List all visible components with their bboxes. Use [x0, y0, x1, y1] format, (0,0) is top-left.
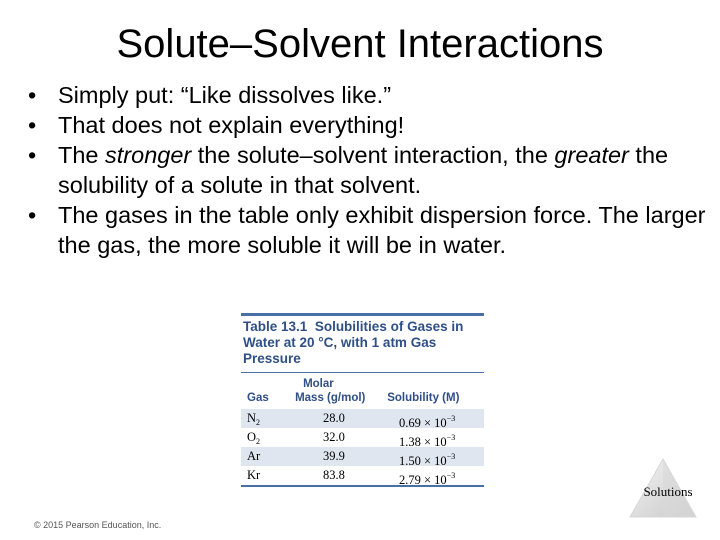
- bullet-dot: •: [28, 82, 37, 108]
- cell-molar-mass: 83.8: [323, 468, 345, 482]
- table-row: [241, 466, 484, 485]
- bullet-text-run: The: [58, 142, 106, 168]
- bullet-item: [28, 80, 708, 110]
- gas-symbol: N: [247, 411, 257, 425]
- table-row: [241, 409, 484, 428]
- bullet-text: [58, 110, 708, 140]
- gas-symbol: Kr: [247, 468, 261, 482]
- table-header-row: [241, 372, 484, 409]
- table-row: [241, 428, 484, 447]
- solubility-exponent: −3: [446, 452, 456, 461]
- gas-symbol: O: [247, 430, 257, 444]
- cell-solubility: [389, 429, 456, 449]
- bullet-text-run: The gases in the table only exhibit dispersion force. The larger the gas, the more soluble it will be in water.: [58, 202, 706, 258]
- cell-gas: [241, 448, 293, 465]
- header-molar-mass-line2: Mass (g/mol): [295, 392, 366, 404]
- copyright-text: © 2015 Pearson Education, Inc.: [34, 520, 162, 530]
- header-molar-mass-line1: Molar: [303, 378, 334, 390]
- slide-title: Solute–Solvent Interactions: [116, 22, 604, 66]
- solubility-exponent: −3: [446, 471, 456, 480]
- footer-solutions-label: Solutions: [643, 484, 693, 499]
- bullet-list: [28, 80, 708, 260]
- solubility-table: [241, 313, 484, 487]
- bullet-item: [28, 110, 708, 140]
- table-row: [241, 447, 484, 466]
- cell-molar-mass: 39.9: [323, 449, 345, 463]
- bullet-item: [28, 140, 708, 200]
- gas-subscript: 2: [256, 418, 261, 427]
- cell-solubility: [389, 410, 456, 430]
- bullet-dot: •: [28, 112, 37, 138]
- header-molar-mass: [291, 377, 383, 405]
- bullet-text: [58, 200, 708, 260]
- cell-solubility: [389, 448, 456, 468]
- bullet-text: [58, 80, 708, 110]
- bullet-item: [28, 200, 708, 260]
- bullet-dot: •: [28, 142, 37, 168]
- table-caption-text: Solubilities of Gases in Water at 20 °C, with 1 atm Gas Pressure: [243, 319, 464, 366]
- header-solubility: Solubility (M): [387, 392, 460, 404]
- table-bottom-rule: [241, 485, 484, 487]
- solubility-mantissa: 1.38 × 10: [399, 435, 447, 449]
- cell-molar-mass: 32.0: [323, 430, 345, 444]
- cell-gas: [241, 410, 293, 427]
- solubility-exponent: −3: [446, 414, 456, 423]
- solubility-mantissa: 0.69 × 10: [399, 416, 447, 430]
- cell-solubility: [389, 467, 456, 487]
- cell-gas: [241, 467, 293, 484]
- table-caption: [241, 316, 484, 372]
- bullet-text-emphasis: greater: [554, 142, 629, 168]
- bullet-text-run: That does not explain everything!: [58, 112, 405, 138]
- cell-gas: [241, 429, 293, 446]
- header-gas: Gas: [247, 392, 269, 404]
- bullet-dot: •: [28, 202, 37, 228]
- bullet-text-run: Simply put: “Like dissolves like.”: [58, 82, 392, 108]
- bullet-text: [58, 140, 708, 200]
- solubility-exponent: −3: [446, 433, 456, 442]
- bullet-text-run: the solubility of a solute in that solvent.: [58, 142, 669, 198]
- solubility-mantissa: 1.50 × 10: [399, 454, 447, 468]
- gas-subscript: 2: [256, 437, 261, 446]
- table-number: Table 13.1: [243, 319, 308, 334]
- cell-molar-mass: 28.0: [323, 411, 345, 425]
- bullet-text-run: the solute–solvent interaction, the: [191, 142, 555, 168]
- solubility-mantissa: 2.79 × 10: [399, 473, 447, 487]
- table-body: [241, 409, 484, 485]
- gas-symbol: Ar: [247, 449, 261, 463]
- bullet-text-emphasis: stronger: [105, 142, 192, 168]
